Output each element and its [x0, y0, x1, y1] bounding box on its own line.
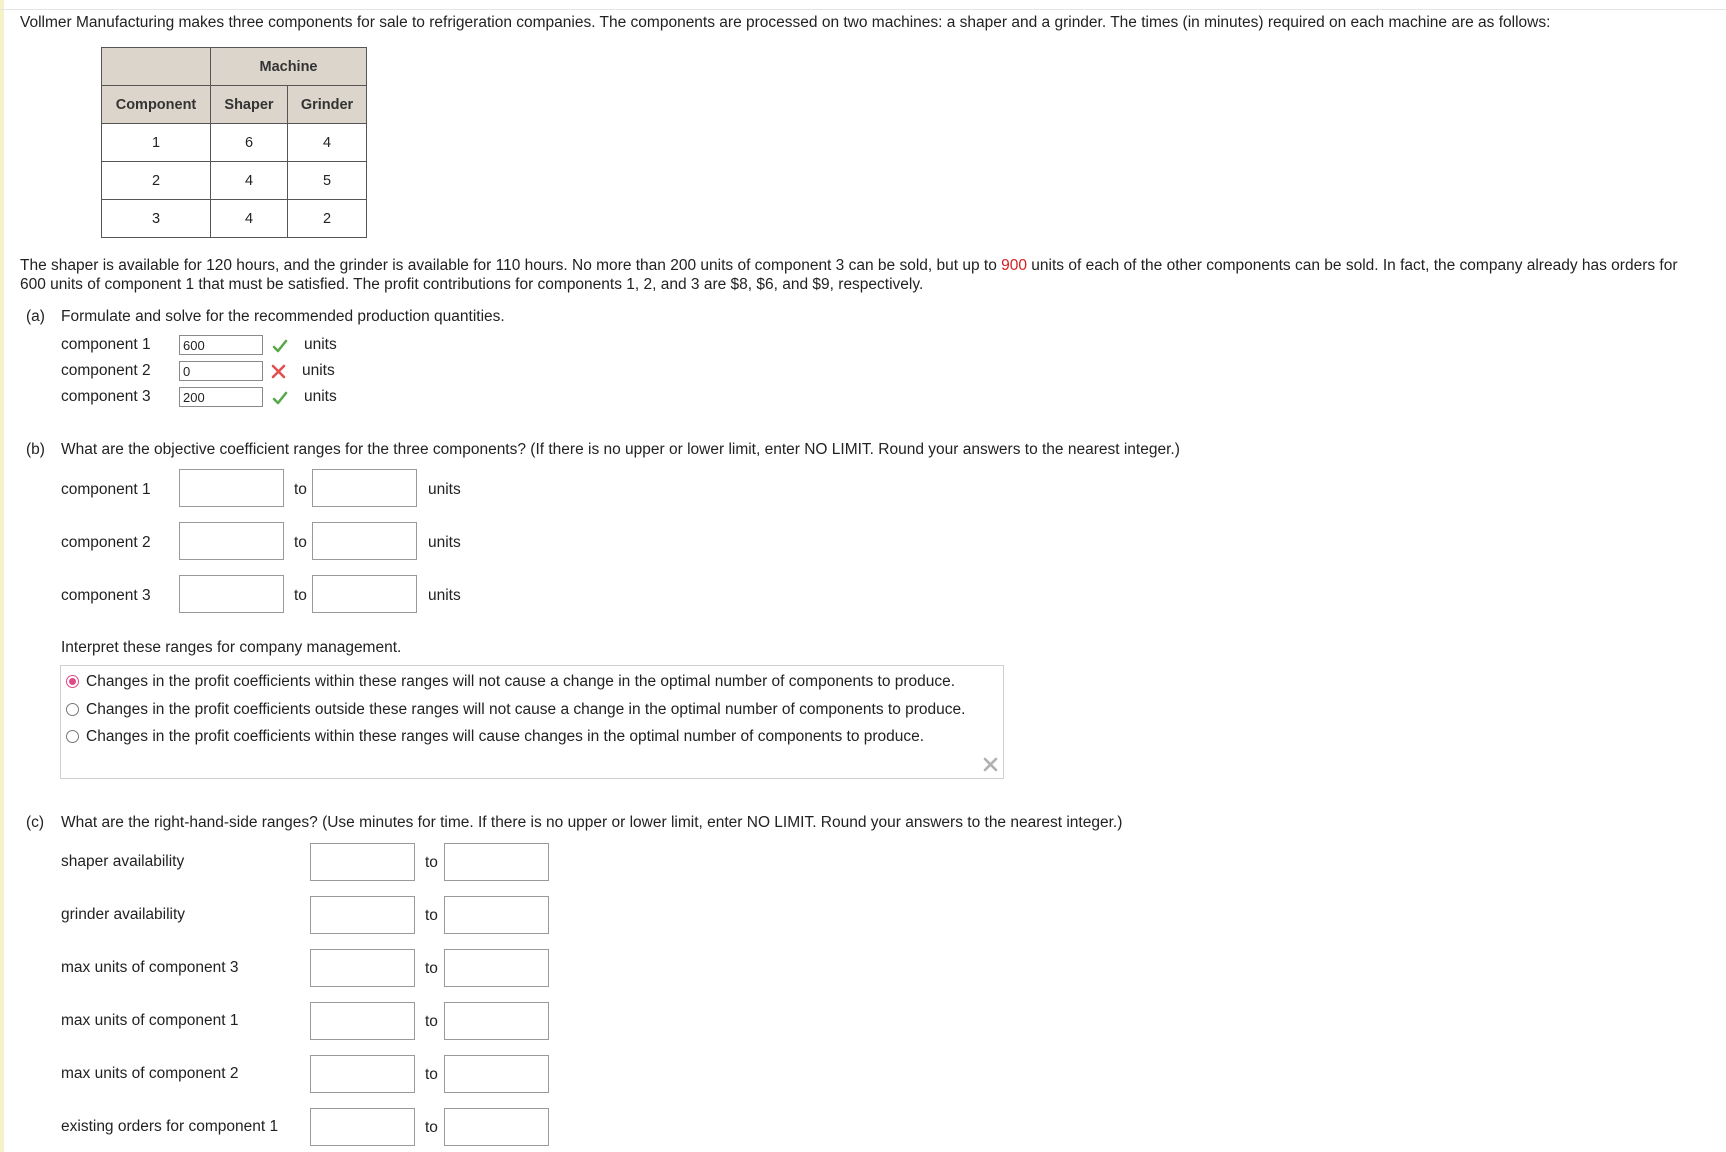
machine-times-table [101, 47, 367, 238]
part-b-unit: units [428, 534, 461, 551]
component-2-range-upper-input[interactable] [312, 522, 417, 560]
grinder-availability-upper-input[interactable] [444, 896, 549, 934]
max-units-component-2-label: max units of component 2 [61, 1065, 239, 1082]
table-corner-cell [102, 48, 211, 86]
top-divider [0, 9, 1726, 10]
table-row [102, 200, 367, 238]
part-c-question: What are the right-hand-side ranges? (Use minutes for time. If there is no upper or lower limit, enter NO LIMIT. Round your answers to the nearest integer.) [61, 814, 1123, 831]
part-b-component-2-label: component 2 [61, 534, 151, 551]
part-a-component-3-label: component 3 [61, 388, 151, 405]
cell-component: 1 [102, 124, 211, 162]
component-3-range-lower-input[interactable] [179, 575, 284, 613]
cell-grinder: 2 [288, 200, 367, 238]
range-to-label: to [294, 534, 307, 551]
part-b-label: (b) [26, 441, 45, 458]
part-c-label: (c) [26, 814, 45, 831]
part-b-unit: units [428, 481, 461, 498]
part-a-unit: units [302, 362, 335, 379]
range-to-label: to [425, 1013, 438, 1030]
part-a-component-1-label: component 1 [61, 336, 151, 353]
part-a-question: Formulate and solve for the recommended production quantities. [61, 308, 505, 325]
component-1-range-lower-input[interactable] [179, 469, 284, 507]
cell-shaper: 4 [211, 200, 288, 238]
existing-orders-component-1-upper-input[interactable] [444, 1108, 549, 1146]
grinder-availability-lower-input[interactable] [310, 896, 415, 934]
interpretation-option-2-label[interactable]: Changes in the profit coefficients outside these ranges will not cause a change in the optimal number of components to produce. [86, 701, 966, 718]
cell-grinder: 4 [288, 124, 367, 162]
max-units-component-1-upper-input[interactable] [444, 1002, 549, 1040]
col-header-grinder: Grinder [288, 86, 367, 124]
range-to-label: to [294, 481, 307, 498]
part-b-unit: units [428, 587, 461, 604]
problem-text-line-1: The shaper is available for 120 hours, and the grinder is available for 110 hours. No more than 200 units of component 3 can be sold, but up to 900 units of each of the other components can be sold. In fact, the company already has orders for [20, 257, 1678, 274]
checkmark-icon [272, 338, 288, 354]
cell-component: 2 [102, 162, 211, 200]
component-1-quantity-input[interactable] [179, 335, 263, 355]
max-units-component-2-upper-input[interactable] [444, 1055, 549, 1093]
interpret-prompt: Interpret these ranges for company management. [61, 639, 402, 656]
range-to-label: to [425, 1119, 438, 1136]
part-a-unit: units [304, 336, 337, 353]
cell-component: 3 [102, 200, 211, 238]
range-to-label: to [294, 587, 307, 604]
interpretation-option-2-radio[interactable] [66, 703, 79, 716]
range-to-label: to [425, 907, 438, 924]
existing-orders-component-1-label: existing orders for component 1 [61, 1118, 279, 1135]
component-2-quantity-input[interactable] [179, 361, 263, 381]
x-mark-icon [271, 364, 286, 379]
component-1-range-upper-input[interactable] [312, 469, 417, 507]
col-header-component: Component [102, 86, 211, 124]
cell-shaper: 6 [211, 124, 288, 162]
grinder-availability-label: grinder availability [61, 906, 186, 923]
part-b-question: What are the objective coefficient ranges for the three components? (If there is no upper or lower limit, enter NO LIMIT. Round your answers to the nearest integer.) [61, 441, 1180, 458]
col-header-shaper: Shaper [211, 86, 288, 124]
intro-text: Vollmer Manufacturing makes three components for sale to refrigeration companies. The components are processed on two machines: a shaper and a grinder. The times (in minutes) required on each machine are as follows: [20, 14, 1551, 31]
machine-group-header: Machine [211, 48, 367, 86]
table-row [102, 124, 367, 162]
part-a-component-2-label: component 2 [61, 362, 151, 379]
interpretation-option-1-radio[interactable] [66, 675, 79, 688]
max-units-component-2-lower-input[interactable] [310, 1055, 415, 1093]
left-margin-bar [0, 0, 4, 1152]
cell-shaper: 4 [211, 162, 288, 200]
cell-grinder: 5 [288, 162, 367, 200]
existing-orders-component-1-lower-input[interactable] [310, 1108, 415, 1146]
checkmark-icon [272, 390, 288, 406]
component-2-range-lower-input[interactable] [179, 522, 284, 560]
range-to-label: to [425, 1066, 438, 1083]
max-units-component-3-lower-input[interactable] [310, 949, 415, 987]
part-a-unit: units [304, 388, 337, 405]
interpretation-option-3-label[interactable]: Changes in the profit coefficients within these ranges will cause changes in the optimal number of components to produce. [86, 728, 925, 745]
part-b-component-3-label: component 3 [61, 587, 151, 604]
problem-text-line-2: 600 units of component 1 that must be satisfied. The profit contributions for components 1, 2, and 3 are $8, $6, and $9, respectively. [20, 276, 924, 293]
max-units-component-1-lower-input[interactable] [310, 1002, 415, 1040]
incorrect-x-icon [983, 757, 998, 772]
part-b-component-1-label: component 1 [61, 481, 151, 498]
shaper-availability-upper-input[interactable] [444, 843, 549, 881]
max-units-component-1-label: max units of component 1 [61, 1012, 239, 1029]
component-3-range-upper-input[interactable] [312, 575, 417, 613]
table-row [102, 162, 367, 200]
interpretation-option-3-radio[interactable] [66, 730, 79, 743]
highlighted-number: 900 [1001, 257, 1027, 274]
max-units-component-3-label: max units of component 3 [61, 959, 239, 976]
range-to-label: to [425, 960, 438, 977]
shaper-availability-label: shaper availability [61, 853, 185, 870]
interpretation-option-1-label[interactable]: Changes in the profit coefficients within these ranges will not cause a change in the optimal number of components to produce. [86, 673, 956, 690]
part-a-label: (a) [26, 308, 45, 325]
shaper-availability-lower-input[interactable] [310, 843, 415, 881]
component-3-quantity-input[interactable] [179, 387, 263, 407]
max-units-component-3-upper-input[interactable] [444, 949, 549, 987]
range-to-label: to [425, 854, 438, 871]
